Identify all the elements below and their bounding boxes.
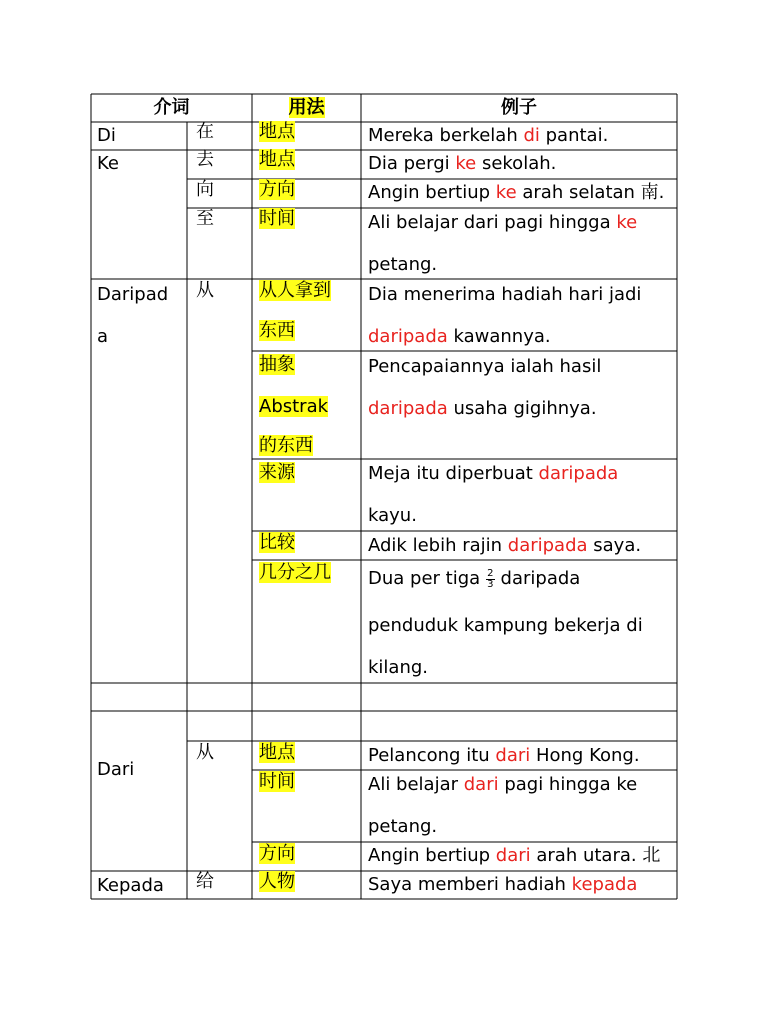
chinese-ke-1: 去 xyxy=(196,149,214,170)
example-text: Pelancong itu xyxy=(368,745,496,766)
usage-text: 时间 xyxy=(259,771,295,792)
preposition-highlight: daripada xyxy=(507,535,588,556)
example-text: . xyxy=(658,182,665,203)
example-daripada-5-line2: penduduk kampung bekerja di xyxy=(368,615,643,636)
preposition-highlight: dari xyxy=(495,845,531,866)
example-text: arah utara. xyxy=(530,845,643,866)
example-dari-2-line1 xyxy=(368,764,637,806)
usage-text: 几分之几 xyxy=(259,562,331,583)
chinese-dari: 从 xyxy=(196,742,214,763)
example-daripada-1-line1: Dia menerima hadiah hari jadi xyxy=(368,284,642,305)
usage-text: 人物 xyxy=(259,871,295,892)
preposition-highlight: dari xyxy=(495,745,531,766)
example-text: daripada xyxy=(500,568,581,589)
example-text: kawannya. xyxy=(447,326,551,347)
usage-daripada-2-line1 xyxy=(259,344,295,386)
example-text: Dua per tiga xyxy=(368,568,481,589)
fraction-numerator: 2 xyxy=(487,567,494,579)
example-text: Ali belajar xyxy=(368,774,464,795)
preposition-highlight: ke xyxy=(616,212,638,233)
usage-ke-2-text: 方向 xyxy=(259,179,295,200)
example-daripada-5-line3: kilang. xyxy=(368,657,429,678)
example-text: sekolah. xyxy=(476,153,557,174)
preposition-highlight: ke xyxy=(455,153,477,174)
usage-text: Abstrak xyxy=(259,396,329,417)
preposition-highlight: daripada xyxy=(368,398,448,419)
example-text: Meja itu diperbuat xyxy=(368,463,539,484)
fraction-denominator: 3 xyxy=(487,578,494,590)
usage-ke-1-text: 地点 xyxy=(259,149,295,170)
example-text: pantai. xyxy=(539,125,609,146)
header-example: 例子 xyxy=(501,97,537,118)
chinese-gloss: 南 xyxy=(640,182,659,203)
usage-ke-3-text: 时间 xyxy=(259,208,295,229)
example-text: Angin bertiup xyxy=(368,845,496,866)
usage-daripada-5 xyxy=(259,552,331,594)
usage-dari-2 xyxy=(259,761,295,803)
example-ke-3-line2: petang. xyxy=(368,254,438,275)
header-usage-text: 用法 xyxy=(288,97,325,118)
malay-ke: Ke xyxy=(97,153,119,174)
usage-text: 比较 xyxy=(259,532,295,553)
example-text: Adik lebih rajin xyxy=(368,535,508,556)
usage-daripada-1-line1 xyxy=(259,270,331,312)
example-text: Ali belajar dari pagi hingga xyxy=(368,212,617,233)
usage-text: 来源 xyxy=(259,462,295,483)
preposition-highlight: kepada xyxy=(571,874,638,895)
preposition-highlight: dari xyxy=(463,774,499,795)
malay-daripada-line1: Daripad xyxy=(97,284,169,305)
usage-di-text: 地点 xyxy=(259,121,295,142)
example-text: arah selatan xyxy=(516,182,641,203)
usage-ke-3 xyxy=(259,198,295,240)
header-preposition: 介词 xyxy=(153,97,190,118)
malay-dari: Dari xyxy=(97,759,135,780)
example-kepada xyxy=(368,864,637,906)
example-text: saya. xyxy=(587,535,642,556)
preposition-highlight: ke xyxy=(495,182,517,203)
usage-daripada-2-line2 xyxy=(259,386,328,428)
example-ke-3-line1 xyxy=(368,202,637,244)
example-daripada-2-line1: Pencapaiannya ialah hasil xyxy=(368,356,602,377)
example-text: Dia pergi xyxy=(368,153,456,174)
malay-di: Di xyxy=(97,125,116,146)
chinese-daripada: 从 xyxy=(196,280,214,301)
usage-text: 抽象 xyxy=(259,354,295,375)
chinese-kepada: 给 xyxy=(196,871,214,892)
usage-text: 方向 xyxy=(259,843,295,864)
example-dari-2-line2: petang. xyxy=(368,816,438,837)
example-text: Mereka berkelah xyxy=(368,125,524,146)
usage-daripada-3 xyxy=(259,452,295,494)
malay-kepada: Kepada xyxy=(97,875,164,896)
chinese-di: 在 xyxy=(196,121,214,142)
example-text: pagi hingga ke xyxy=(498,774,638,795)
example-text: usaha gigihnya. xyxy=(447,398,597,419)
malay-daripada-line2: a xyxy=(97,326,109,347)
usage-text: 从人拿到 xyxy=(259,280,331,301)
usage-text: 地点 xyxy=(259,742,295,763)
example-daripada-3-line1 xyxy=(368,453,618,495)
usage-text: 的东西 xyxy=(259,435,313,456)
example-daripada-5-line1 xyxy=(368,558,580,600)
example-text: Saya memberi hadiah xyxy=(368,874,572,895)
chinese-gloss: 北 xyxy=(642,845,661,866)
preposition-highlight: di xyxy=(523,125,540,146)
chinese-ke-2: 向 xyxy=(196,179,214,200)
preposition-highlight: daripada xyxy=(368,326,448,347)
example-daripada-3-line2: kayu. xyxy=(368,505,417,526)
example-daripada-2-line2 xyxy=(368,388,597,430)
usage-kepada xyxy=(259,861,295,903)
chinese-ke-3: 至 xyxy=(196,208,214,229)
example-text: Hong Kong. xyxy=(530,745,640,766)
preposition-highlight: daripada xyxy=(538,463,619,484)
example-text: Angin bertiup xyxy=(368,182,496,203)
fraction-two-thirds xyxy=(486,569,494,590)
usage-text: 东西 xyxy=(259,320,295,341)
